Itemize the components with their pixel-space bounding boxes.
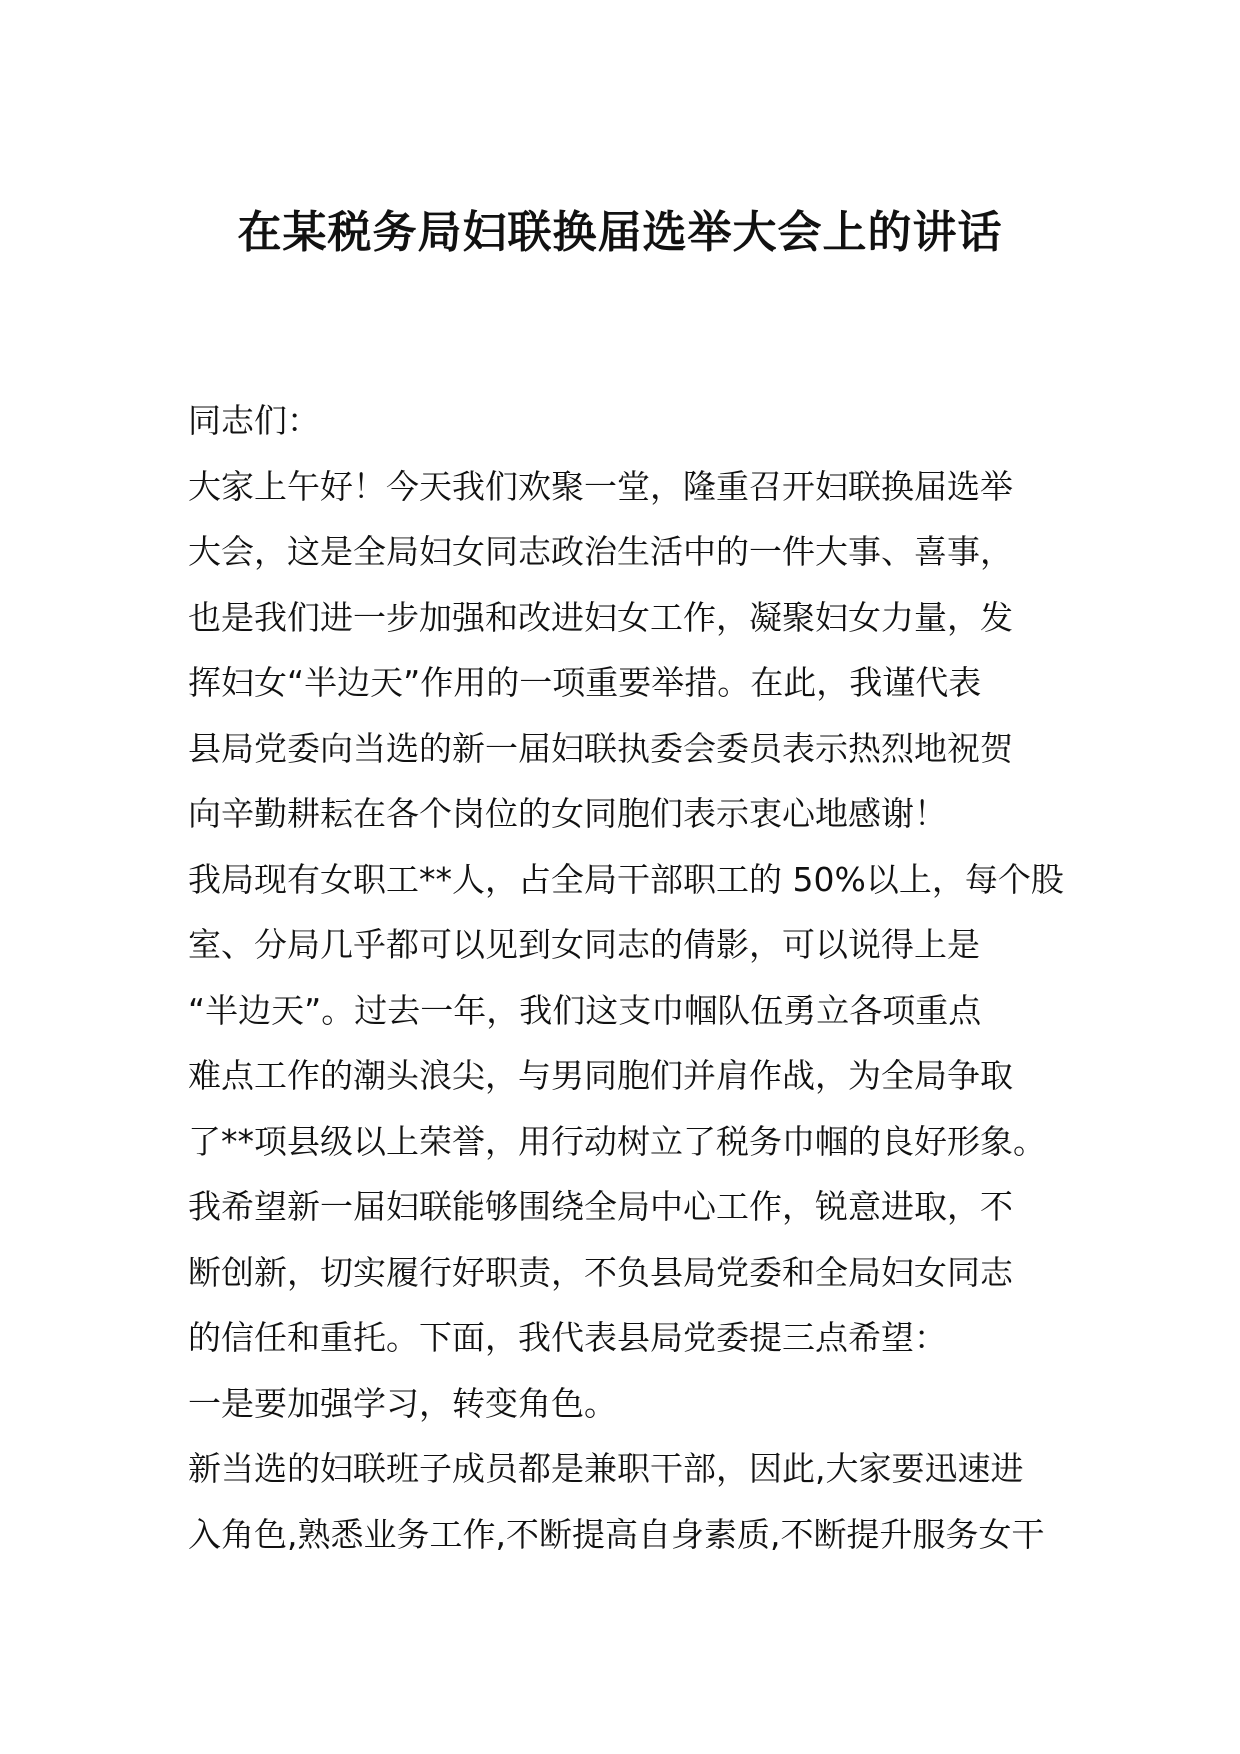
body-line: 室、分局几乎都可以见到女同志的倩影，可以说得上是 [188, 925, 980, 964]
body-line: 挥妇女“半边天”作用的一项重要举措。在此，我谨代表 [188, 663, 982, 702]
document-body [188, 388, 1078, 1567]
body-line: 同志们： [188, 401, 320, 440]
body-line: 也是我们进一步加强和改进妇女工作，凝聚妇女力量，发 [188, 597, 1013, 637]
body-line: 入角色,熟悉业务工作,不断提高自身素质,不断提升服务女干 [188, 1514, 1045, 1554]
body-line: 新当选的妇联班子成员都是兼职干部，因此,大家要迅速进 [188, 1449, 1024, 1488]
body-line: 县局党委向当选的新一届妇联执委会委员表示热烈地祝贺 [188, 728, 1013, 768]
body-line: 一是要加强学习，转变角色。 [188, 1383, 617, 1423]
body-line: 断创新，切实履行好职责，不负县局党委和全局妇女同志 [188, 1252, 1013, 1292]
body-line: “半边天”。过去一年，我们这支巾帼队伍勇立各项重点 [188, 990, 982, 1030]
body-line: 向辛勤耕耘在各个岗位的女同胞们表示衷心地感谢！ [188, 794, 947, 833]
body-line: 我希望新一届妇联能够围绕全局中心工作，锐意进取，不 [188, 1187, 1013, 1226]
body-line: 难点工作的潮头浪尖，与男同胞们并肩作战，为全局争取 [188, 1056, 1013, 1095]
body-line: 大会，这是全局妇女同志政治生活中的一件大事、喜事， [188, 532, 1013, 571]
body-line: 的信任和重托。下面，我代表县局党委提三点希望： [188, 1318, 947, 1357]
body-line: 我局现有女职工**人，占全局干部职工的 50%以上，每个股 [188, 859, 1064, 899]
body-line: 大家上午好！今天我们欢聚一堂，隆重召开妇联换届选举 [188, 466, 1013, 506]
body-line: 了**项县级以上荣誉，用行动树立了税务巾帼的良好形象。 [188, 1121, 1046, 1161]
document-title: 在某税务局妇联换届选举大会上的讲话 [237, 207, 1003, 258]
